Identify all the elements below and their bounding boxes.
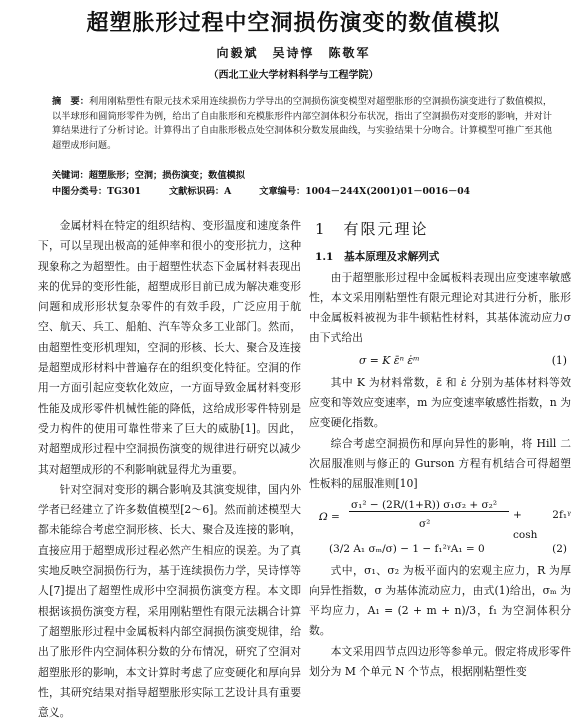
equation-2 <box>309 495 571 541</box>
keywords-label: 关键词： <box>52 170 89 181</box>
paper-affiliation: （西北工业大学材料科学与工程学院） <box>208 70 379 81</box>
body-paragraph: 式中，σ₁、σ₂ 为板平面内的宏观主应力，R 为厚向异性指数，σ 为基体流动应力，由式(1)给出，σₘ 为平均应力，A₁ = (2 + m + n)/3，f₁ 为空洞体积分数。 <box>309 563 571 638</box>
subsection-heading: 1.1 基本原理及求解列式 <box>315 251 440 264</box>
class-number: 中图分类号：TG301 <box>52 186 141 197</box>
body-paragraph: 综合考虑空洞损伤和厚向异性的影响，将 Hill 二次屈服准则与修正的 Gurson 方程有机结合可得超塑性板料的屈服准则[10] <box>309 436 571 491</box>
right-column <box>309 216 571 682</box>
keywords-text: 超塑胀形；空洞；损伤演变；数值模拟 <box>88 170 245 181</box>
abstract-text: 利用刚粘塑性有限元技术采用连续损伤力学导出的空洞损伤演变模型对超塑胀形的空洞损伤演变进行了数值模拟，以半球形和圆筒形零件为例，给出了自由胀形和充模胀形件内部空洞体积分布状况，指出了空洞损伤对变形的影响，并对计算结果进行了分析讨论。计算得出了自由胀形极点处空洞体积分数发展曲线，与实验结果十分吻合。计算模型可推广至其他超塑成形问题。 <box>52 96 553 151</box>
article-number: 文章编号：1004－244X(2001)01－0016－04 <box>259 186 471 197</box>
equation-2-denominator: σ² <box>419 517 431 530</box>
equation-1-number: (1) <box>551 353 567 367</box>
document-code: 文献标识码：A <box>169 186 232 197</box>
abstract-label: 摘 要： <box>52 96 90 107</box>
body-paragraph: 其中 K 为材料常数，ε̄ 和 ε̇ 分别为基体材料等效应变和等效应变速率，m 为应变速率敏感性指数，n 为应变硬化指数。 <box>309 375 571 430</box>
equation-2-number: (2) <box>552 542 567 555</box>
equation-2-continued-formula: (3/2 A₁ σₘ/σ) − 1 − f₁²ᵞA₁ = 0 <box>329 542 485 555</box>
section-heading: 1 有限元理论 <box>315 220 429 238</box>
equation-2-lhs: Ω = <box>319 510 340 523</box>
equation-2-continued <box>309 537 571 561</box>
equation-1-formula: σ = K ε̄ⁿ ε̇ᵐ <box>359 353 420 367</box>
fraction-bar <box>349 511 509 512</box>
equation-2-numerator: σ₁² − (2R/(1+R)) σ₁σ₂ + σ₂² <box>351 498 498 511</box>
body-paragraph: 针对空洞对变形的耦合影响及其演变规律，国内外学者已经建立了许多数值模型[2～6]。然而前述模型大都未能综合考虑空洞形核、长大、聚合及连接的影响，直接应用于超塑成形过程必然产生相应的误差。为了真实地反映空洞损伤行为，基于连续损伤力学，吴诗惇等人[7]提出了超塑性成形中空洞损伤演变方程。本文即根据该损伤演变方程，采用刚粘塑性有限元法耦合计算了超塑胀形过程中金属板料内部空洞损伤演变规律，给出了胀形件内空洞体积分数的分布情况，研究了空洞对超塑胀形的影响，本文计算时考虑了应变硬化和厚向异性，其研究结果对指导超塑胀形实际工艺设计具有重要意义。 <box>38 482 301 720</box>
equation-1 <box>309 351 571 371</box>
body-paragraph: 本文采用四节点四边形等参单元。假定将成形零件划分为 M 个单元 N 个节点，根据刚粘塑性变 <box>309 644 571 679</box>
classification-line <box>52 183 562 197</box>
keywords-line <box>52 167 552 181</box>
body-paragraph: 由于超塑胀形过程中金属板料表现出应变速率敏感性，本文采用刚粘塑性有限元理论对其进行分析，胀形中金属板料被视为非牛顿粘性材料，其基体流动应力σ由下式给出 <box>309 270 571 345</box>
paper-authors: 向毅斌 吴诗惇 陈敬军 <box>216 46 371 60</box>
paper-title: 超塑胀形过程中空洞损伤演变的数值模拟 <box>86 10 501 36</box>
body-paragraph: 金属材料在特定的组织结构、变形温度和速度条件下，可以呈现出极高的延伸率和很小的变形抗力，这种现象称之为超塑性。由于超塑性状态下金属材料表现出来的优异的变形性能，超塑成形目前已成为解决难变形问题和成形形状复杂零件的有效手段，广泛应用于航空、航天、兵工、船舶、汽车等众多工业部门。然而，由超塑性变形机理知，空洞的形核、长大、聚合及连接是超塑成形材料中普遍存在的组织变化特征。空洞的作用一方面引起应变软化效应，一方面导致金属材料变形性能及成形零件机械性能的降低，这给成形零件特别是受力构件的使用可靠性带来了巨大的威胁[1]。因此，对超塑成形过程中空洞损伤演变的规律进行研究以减少其对超塑成形的不利影响就显得尤为重要。 <box>38 219 301 476</box>
abstract-block <box>52 95 552 153</box>
left-column <box>38 216 301 723</box>
equation-2-tail: + 2f₁ᵞ cosh <box>513 508 571 541</box>
